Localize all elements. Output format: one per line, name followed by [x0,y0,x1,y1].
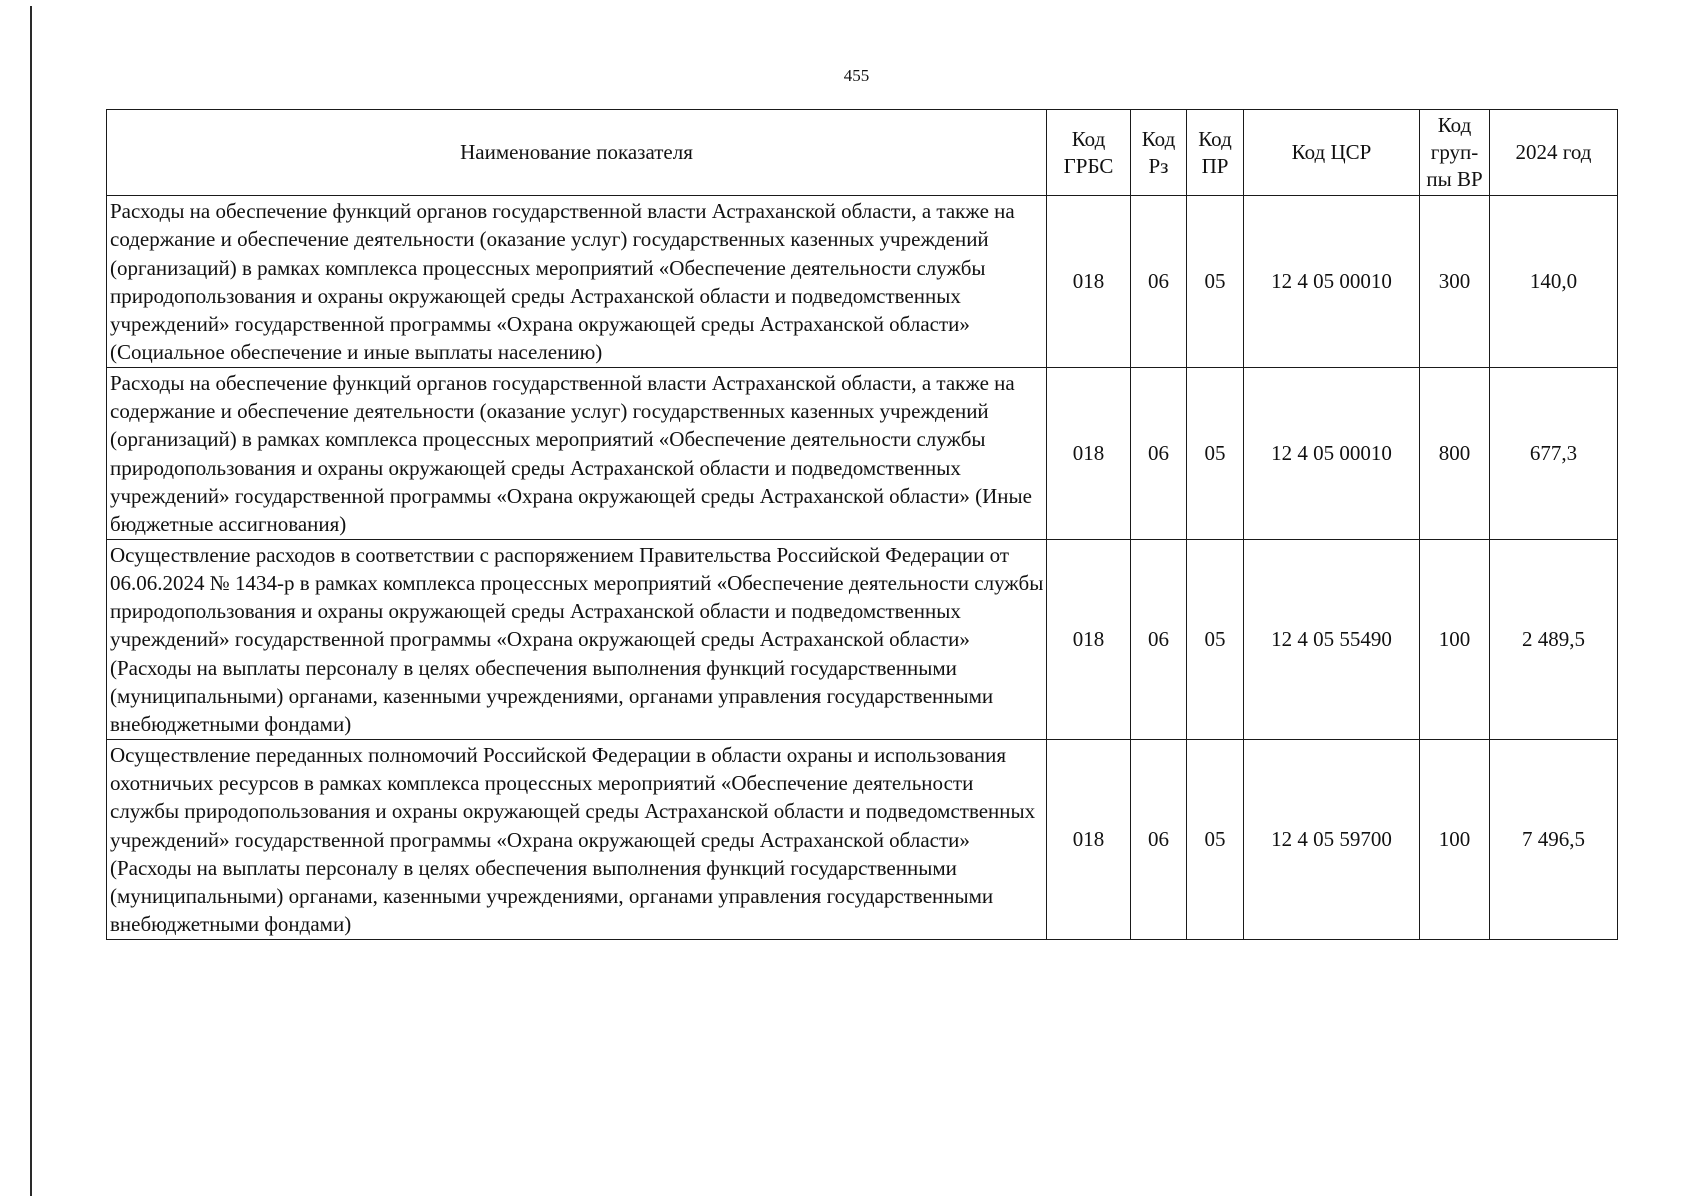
row-vr: 800 [1420,367,1490,539]
table-row [107,367,1618,539]
row-amount: 2 489,5 [1490,539,1618,739]
table-header-row [107,110,1618,196]
row-name: Осуществление переданных полномочий Российской Федерации в области охраны и использования охотничьих ресурсов в рамках комплекса процессных мероприятий «Обеспечение деятельности службы природопользования и охраны окружающей среды Астраханской области и подведомственных учреждений» государственной программы «Охрана окружающей среды Астраханской области» (Расходы на выплаты персоналу в целях обеспечения выполнения функций государственными (муниципальными) органами, казенными учреждениями, органами управления государственными внебюджетными фондами) [107,739,1047,939]
row-rz: 06 [1131,739,1187,939]
row-pr: 05 [1187,367,1244,539]
row-grbs: 018 [1047,196,1131,368]
row-rz: 06 [1131,539,1187,739]
budget-table [106,109,1618,940]
row-name: Расходы на обеспечение функций органов государственной власти Астраханской области, а также на содержание и обеспечение деятельности (оказание услуг) государственных казенных учреждений (организаций) в рамках комплекса процессных мероприятий «Обеспечение деятельности службы природопользования и охраны окружающей среды Астраханской области и подведомственных учреждений» государственной программы «Охрана окружающей среды Астраханской области» (Социальное обеспечение и иные выплаты населению) [107,196,1047,368]
row-grbs: 018 [1047,367,1131,539]
row-grbs: 018 [1047,739,1131,939]
header-name: Наименование показателя [107,110,1047,196]
header-csr: Код ЦСР [1244,110,1420,196]
row-rz: 06 [1131,196,1187,368]
row-name: Осуществление расходов в соответствии с распоряжением Правительства Российской Федерации от 06.06.2024 № 1434-р в рамках комплекса процессных мероприятий «Обеспечение деятельности службы природопользования и охраны окружающей среды Астраханской области и подведомственных учреждений» государственной программы «Охрана окружающей среды Астраханской области» (Расходы на выплаты персоналу в целях обеспечения выполнения функций государственными (муниципальными) органами, казенными учреждениями, органами управления государственными внебюджетными фондами) [107,539,1047,739]
row-csr: 12 4 05 00010 [1244,196,1420,368]
row-amount: 677,3 [1490,367,1618,539]
table-row [107,739,1618,939]
header-pr: Код ПР [1187,110,1244,196]
row-name: Расходы на обеспечение функций органов государственной власти Астраханской области, а также на содержание и обеспечение деятельности (оказание услуг) государственных казенных учреждений (организаций) в рамках комплекса процессных мероприятий «Обеспечение деятельности службы природопользования и охраны окружающей среды Астраханской области и подведомственных учреждений» государственной программы «Охрана окружающей среды Астраханской области» (Иные бюджетные ассигнования) [107,367,1047,539]
page-number-text: 455 [843,66,870,85]
header-year: 2024 год [1490,110,1618,196]
row-vr: 300 [1420,196,1490,368]
row-amount: 140,0 [1490,196,1618,368]
row-pr: 05 [1187,539,1244,739]
table-row [107,539,1618,739]
row-csr: 12 4 05 55490 [1244,539,1420,739]
header-vr: Код груп- пы ВР [1420,110,1490,196]
row-grbs: 018 [1047,539,1131,739]
page-number [0,66,1697,86]
row-csr: 12 4 05 00010 [1244,367,1420,539]
scan-edge-line [30,6,32,1196]
header-rz: Код Рз [1131,110,1187,196]
row-pr: 05 [1187,739,1244,939]
row-amount: 7 496,5 [1490,739,1618,939]
row-vr: 100 [1420,539,1490,739]
header-grbs: Код ГРБС [1047,110,1131,196]
row-vr: 100 [1420,739,1490,939]
row-rz: 06 [1131,367,1187,539]
table-row [107,196,1618,368]
row-pr: 05 [1187,196,1244,368]
row-csr: 12 4 05 59700 [1244,739,1420,939]
